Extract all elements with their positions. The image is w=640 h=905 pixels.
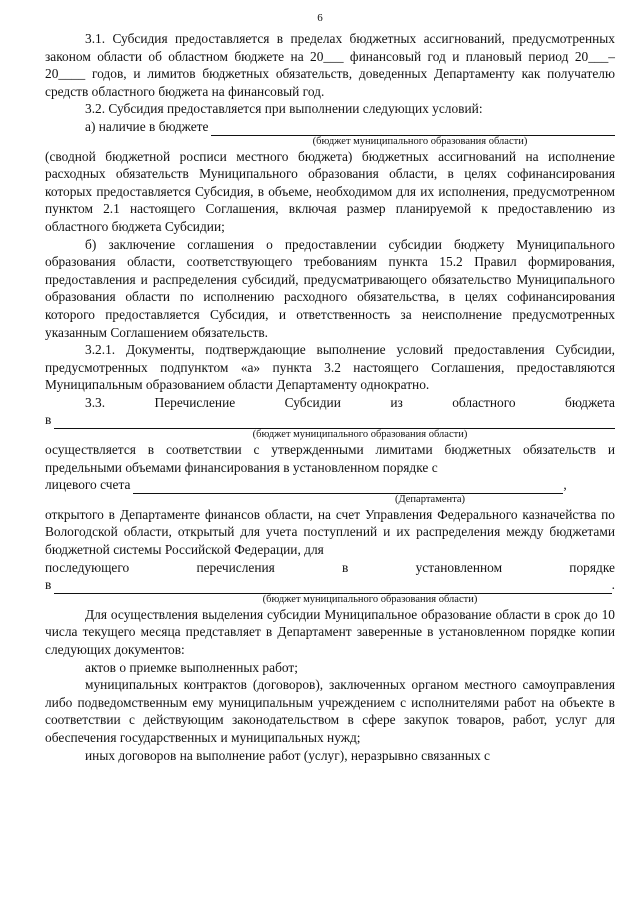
clause-3-3-text-2: открытого в Департаменте финансов области, на счет Управления Федерального казначейства по Вологодской области, открытый для учета поступлений и их распределения между бюджетами бюджетной системы Российской Федерации, для — [45, 506, 615, 558]
document-body — [45, 30, 615, 764]
caption-budget-mo-3: (бюджет муниципального образования области) — [262, 593, 478, 605]
comma: , — [563, 477, 567, 493]
clause-3-2-a-text: (сводной бюджетной росписи местного бюджета) бюджетных ассигнований на исполнение расходных обязательств Муниципального образования области, в целях софинансирования которых предоставляется Субсидия, в объеме, необходимом для их исполнения, предусмотренном пунктом 2.1 настоящего Соглашения, включая размер планируемой к предоставлению из областного бюджета Субсидии; — [45, 148, 615, 234]
list-item: актов о приемке выполненных работ; — [85, 659, 298, 675]
preposition: в — [45, 412, 52, 428]
word: перечисления — [196, 559, 275, 575]
clause-3-3-budget-row — [45, 411, 615, 429]
clause-3-2: 3.2. Субсидия предоставляется при выполнении следующих условий: — [85, 101, 483, 117]
clause-3-2-b: б) заключение соглашения о предоставлении субсидии бюджету Муниципального образования области, соответствующего требованиям пункта 15.2 Правил формирования, предоставления и распределения субсидий, предусматривающего обязательство Муниципального образования области по исполнению расходного обязательства, в целях софинансирования которого предоставляется Субсидия, и ответственность за неисполнение предусмотренных указанным Соглашением обязательств. — [45, 236, 615, 340]
budget-blank-line — [211, 121, 615, 136]
word: из — [390, 394, 403, 410]
budget-blank-line — [54, 414, 615, 429]
list-item: муниципальных контрактов (договоров), заключенных органом местного самоуправления либо подведомственным ему муниципальным учреждением с исполнителями работ на объекте в соответствии с действующим законодательством в сфере закупок товаров, работ, услуг для обеспечения государственных и муниципальных нужд; — [45, 677, 615, 745]
clause-3-2-a-label: а) наличие в бюджете — [85, 118, 209, 134]
clause-3-1: 3.1. Субсидия предоставляется в пределах бюджетных ассигнований, предусмотренных законом области об областном бюджете на 20___ финансовый год и плановый период 20___– 20____ годов, и лимитов бюджетных обязательств, доведенных Департаменту как получателю средств областного бюджета на финансовый год. — [45, 31, 615, 99]
word: Перечисление — [154, 394, 236, 410]
clause-3-2-a-row — [45, 118, 615, 136]
caption-budget-mo: (бюджет муниципального образования области) — [312, 135, 528, 147]
clause-3-3-transfer-row — [45, 559, 615, 577]
word: 3.3. — [85, 394, 106, 410]
clause-3-3-text-1: осуществляется в соответствии с утвержденными лимитами бюджетных обязательств и предельными объемами финансирования в установленном порядке с — [45, 442, 615, 475]
caption-department: (Департамента) — [394, 493, 465, 505]
account-label: лицевого счета — [45, 477, 131, 493]
preposition: в — [45, 577, 52, 593]
clause-3-3-heading — [45, 394, 615, 412]
caption-budget-mo-2: (бюджет муниципального образования области) — [252, 429, 468, 441]
word: установленном — [415, 559, 503, 575]
word: бюджета — [565, 394, 615, 410]
list-item: иных договоров на выполнение работ (услуг), неразрывно связанных с — [85, 747, 490, 763]
word: областного — [452, 394, 516, 410]
clause-3-3-budget-row-2 — [45, 576, 615, 594]
word: порядке — [569, 559, 615, 575]
account-row — [45, 476, 615, 494]
word: в — [342, 559, 349, 575]
period: . — [611, 577, 615, 593]
clause-3-2-1: 3.2.1. Документы, подтверждающие выполнение условий предоставления Субсидии, предусмотренных подпунктом «а» пункта 3.2 настоящего Соглашения, предоставляются Муниципальным образованием области Департаменту однократно. — [45, 342, 615, 393]
account-blank-line — [133, 479, 563, 494]
page-number: 6 — [317, 12, 323, 24]
word: последующего — [45, 559, 130, 575]
word: Субсидии — [284, 394, 341, 410]
documents-paragraph: Для осуществления выделения субсидии Муниципальное образование области в срок до 10 числа текущего месяца представляет в Департамент заверенные в установленном порядке копии следующих документов: — [45, 606, 615, 657]
budget-blank-line — [54, 579, 611, 594]
